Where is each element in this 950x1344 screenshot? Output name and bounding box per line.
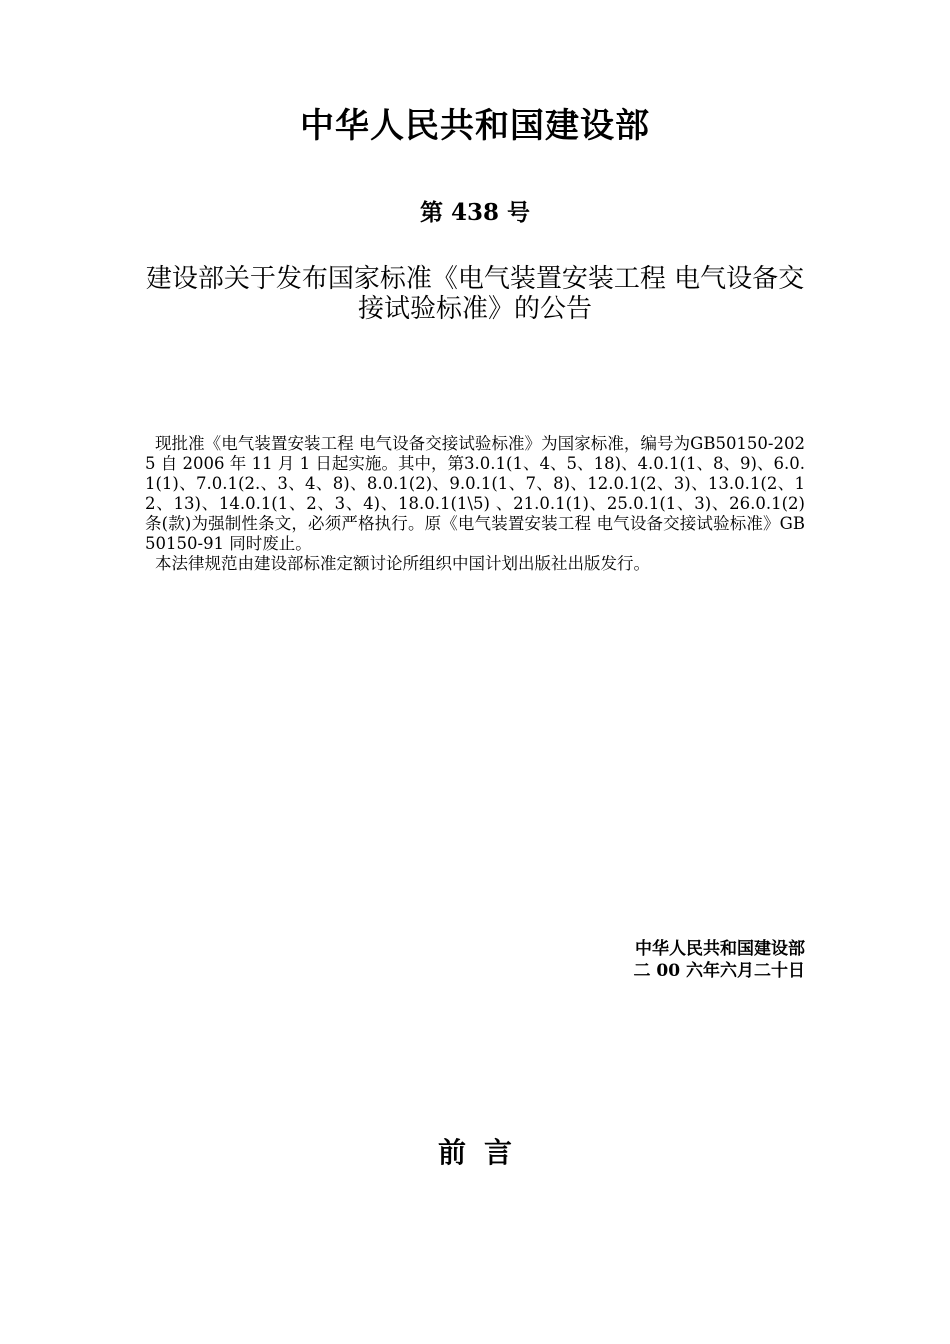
announcement-title: 建设部关于发布国家标准《电气装置安装工程 电气设备交接试验标准》的公告: [145, 264, 805, 324]
signature-date: 二 00 六年六月二十日: [633, 961, 805, 981]
preface-heading: 前言: [437, 1136, 530, 1169]
signature-organization: 中华人民共和国建设部: [635, 939, 805, 959]
notice-number: 第 438 号: [419, 199, 531, 226]
announcement-body: [145, 434, 805, 574]
signature-block: [634, 938, 806, 982]
ministry-title: 中华人民共和国建设部: [300, 106, 650, 146]
body-paragraph-approval: 现批准《电气装置安装工程 电气设备交接试验标准》为国家标准，编号为GB50150-2025 自 2006 年 11 月 1 日起实施。其中，第3.0.1(1、4、5、18)、4.0.1(1、8、9)、6.0.1(1)、7.0.1(2.、3、4、8)、8.0.1(2)、9.0.1(1、7、8)、12.0.1(2、3)、13.0.1(2、12、13)、14.0.1(1、2、3、4)、18.0.1(1\5) 、21.0.1(1)、25.0.1(1、3)、26.0.1(2)条(款)为强制性条文，必须严格执行。原《电气装置安装工程 电气设备交接试验标准》GB 50150-91 同时废止。: [145, 434, 805, 553]
body-paragraph-publisher: 本法律规范由建设部标准定额讨论所组织中国计划出版社出版发行。: [155, 554, 650, 573]
